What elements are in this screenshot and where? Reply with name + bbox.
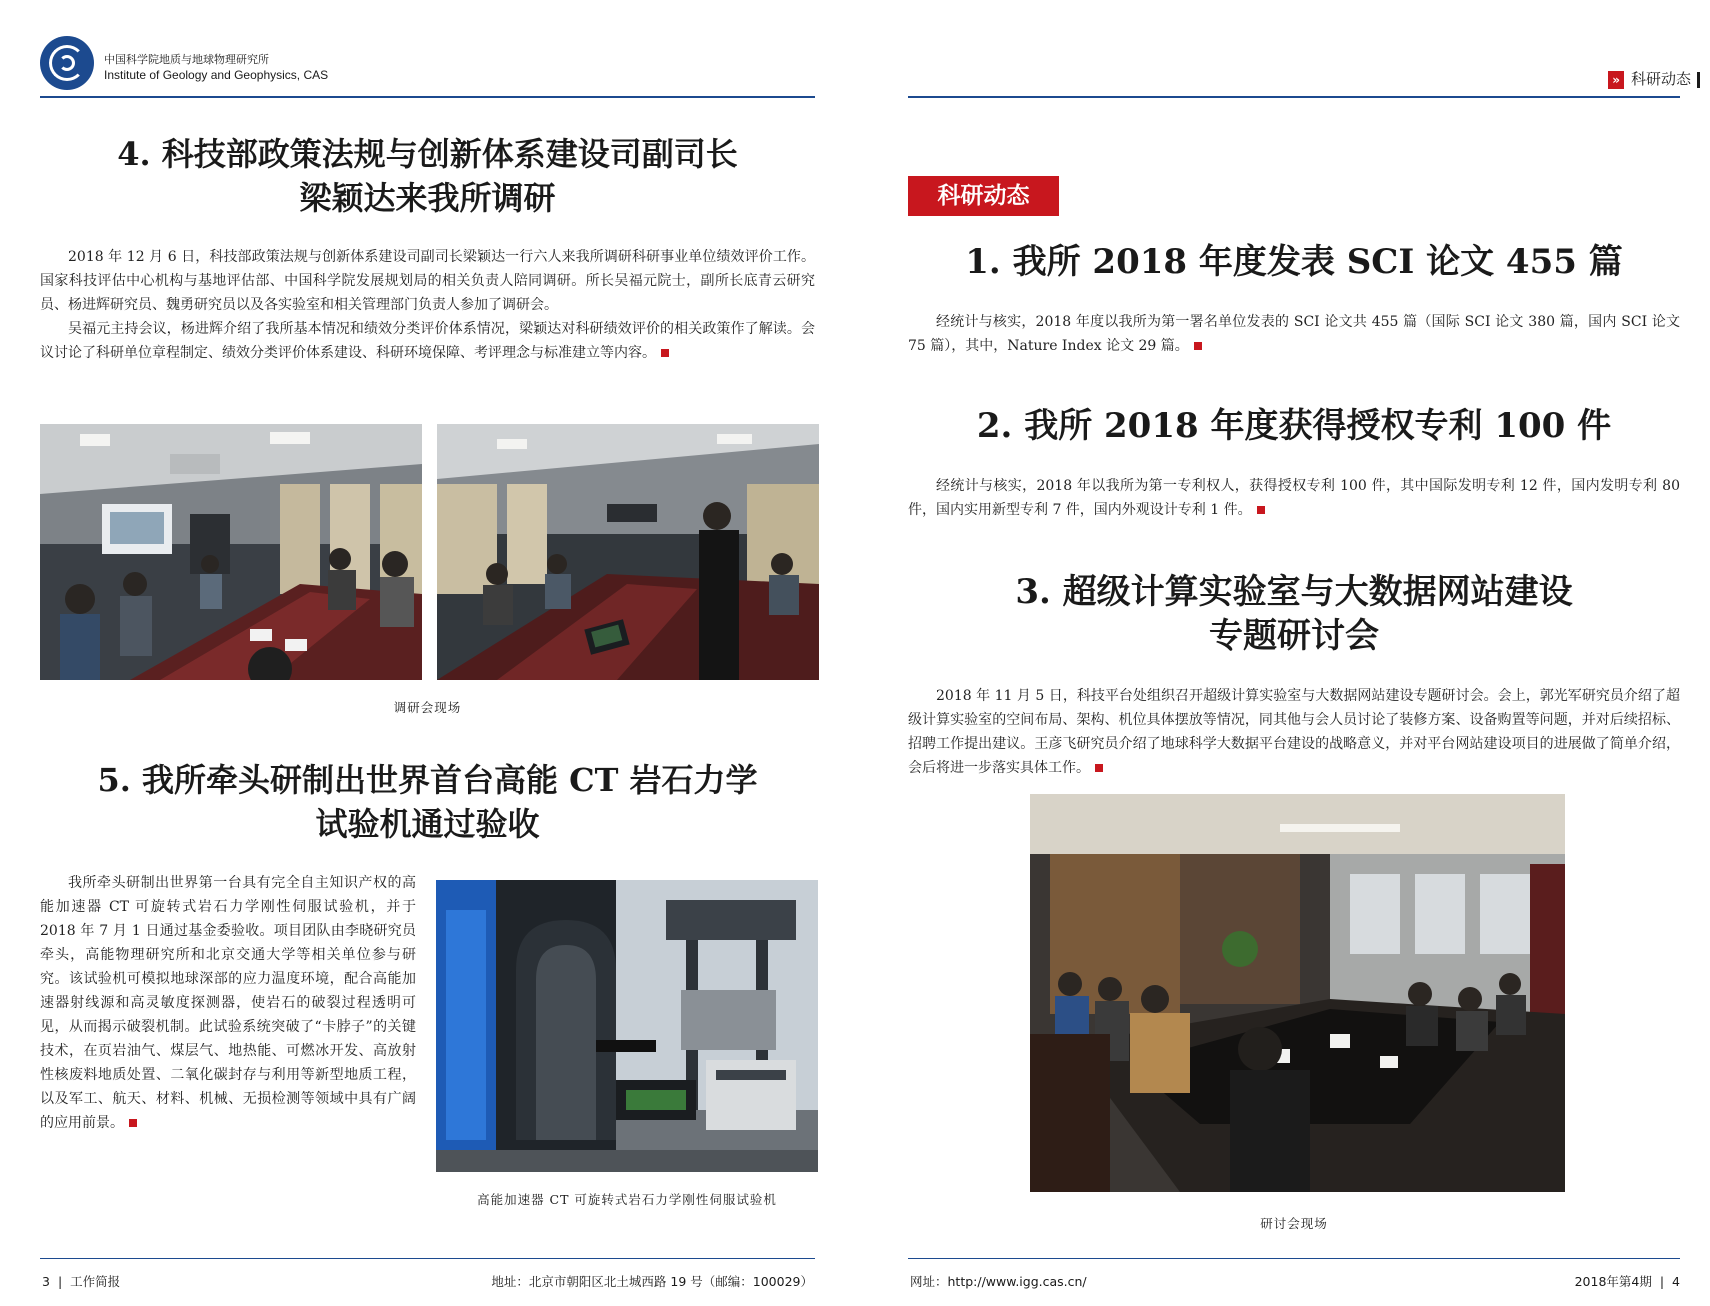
article3-photo-caption: 研讨会现场 <box>1260 1216 1328 1231</box>
institute-name-en: Institute of Geology and Geophysics, CAS <box>104 68 329 82</box>
article3-paragraph: 2018 年 11 月 5 日，科技平台处组织召开超级计算实验室与大数据网站建设专题研讨会。会上，郭光军研究员介绍了超级计算实验室的空间布局、架构、机位具体摆放等情况，同其他与会人员讨论了装修方案、设备购置等问题，并对后续招标、招聘工作提出建议。王彦飞研究员介绍了地球科学大数据平台建设的战略意义，并对平台网站建设项目的进展做了简单介绍，会后将进一步落实具体工作。 <box>908 688 1680 776</box>
article4-title: 4. 科技部政策法规与创新体系建设司副司长 梁颖达来我所调研 <box>117 135 738 217</box>
divider-bar <box>1697 72 1700 88</box>
right-page <box>855 0 1710 1306</box>
article2-paragraph: 经统计与核实，2018 年以我所为第一专利权人，获得授权专利 100 件，其中国际发明专利 12 件，国内发明专利 80 件，国内实用新型专利 7 件，国内外观设计专利 1 件。 <box>908 478 1680 518</box>
seminar-photo <box>1030 794 1565 1192</box>
footer-divider <box>908 1258 1680 1259</box>
article5-photo-caption: 高能加速器 CT 可旋转式岩石力学刚性伺服试验机 <box>477 1192 777 1207</box>
article4-photo-caption: 调研会现场 <box>393 700 462 715</box>
article1-title: 1. 我所 2018 年度发表 SCI 论文 455 篇 <box>965 242 1623 282</box>
page-number: 3 <box>42 1274 50 1289</box>
article1-paragraph: 经统计与核实，2018 年度以我所为第一署名单位发表的 SCI 论文共 455 篇（国际 SCI 论文 380 篇，国内 SCI 论文 75 篇），其中，Nature Index 论文 29 篇。 <box>908 314 1680 354</box>
article5-paragraph: 我所牵头研制出世界第一台具有完全自主知识产权的高能加速器 CT 可旋转式岩石力学刚性伺服试验机，并于 2018 年 7 月 1 日通过基金委验收。项目团队由李晓研究员牵头，高能物理研究所和北京交通大学等相关单位参与研究。该试验机可模拟地球深部的应力温度环境，配合高能加速器射线源和高灵敏度探测器，使岩石的破裂过程透明可见，从而揭示破裂机制。此试验系统突破了“卡脖子”的关键技术，在页岩油气、煤层气、地热能、可燃冰开发、高放射性核废料地质处置、二氧化碳封存与利用等新型地质工程，以及军工、航天、材料、机械、无损检测等领域中具有广阔的应用前景。 <box>40 875 416 1131</box>
article3-title: 3. 超级计算实验室与大数据网站建设 专题研讨会 <box>1015 572 1573 656</box>
footer-website: 网址：http://www.igg.cas.cn/ <box>910 1274 1087 1289</box>
meeting-photo-1 <box>40 424 422 680</box>
article4-body <box>40 245 815 365</box>
footer-divider <box>40 1258 815 1259</box>
article3-body <box>908 684 1680 780</box>
section-tag: » 科研动态 <box>1608 68 1700 89</box>
end-mark-icon <box>1095 764 1103 772</box>
double-chevron-right-icon: » <box>1608 71 1624 89</box>
article5-title: 5. 我所牵头研制出世界首台高能 CT 岩石力学 试验机通过验收 <box>97 761 758 843</box>
end-mark-icon <box>1257 506 1265 514</box>
article1-body <box>908 310 1680 358</box>
article5-body <box>40 871 416 1135</box>
footer-address: 地址：北京市朝阳区北土城西路 19 号（邮编：100029） <box>491 1274 813 1289</box>
meeting-photo-2 <box>437 424 819 680</box>
header-divider <box>908 96 1680 98</box>
end-mark-icon <box>1194 342 1202 350</box>
footer-left: 3 | 工作简报 <box>42 1274 121 1289</box>
page-number: 4 <box>1672 1274 1680 1289</box>
cas-logo-icon <box>40 36 94 90</box>
header-divider <box>40 96 815 98</box>
footer-right: 2018年第4期 | 4 <box>1574 1274 1680 1289</box>
article2-body <box>908 474 1680 522</box>
end-mark-icon <box>661 349 669 357</box>
institute-name-cn: 中国科学院地质与地球物理研究所 <box>104 53 269 66</box>
newsletter-title: 工作简报 <box>70 1274 121 1289</box>
article2-title: 2. 我所 2018 年度获得授权专利 100 件 <box>976 406 1612 446</box>
article4-paragraph: 2018 年 12 月 6 日，科技部政策法规与创新体系建设司副司长梁颖达一行六人来我所调研科研事业单位绩效评价工作。国家科技评估中心机构与基地评估部、中国科学院发展规划局的相关负责人陪同调研。所长吴福元院士，副所长底青云研究员、杨进辉研究员、魏勇研究员以及各实验室和相关管理部门负责人参加了调研会。 <box>40 249 815 313</box>
section-label: 科研动态 <box>908 176 1059 216</box>
end-mark-icon <box>129 1119 137 1127</box>
article4-paragraph: 吴福元主持会议，杨进辉介绍了我所基本情况和绩效分类评价体系情况，梁颖达对科研绩效评价的相关政策作了解读。会议讨论了科研单位章程制定、绩效分类评价体系建设、科研环境保障、考评理念与标准建立等内容。 <box>40 321 815 361</box>
ct-machine-photo <box>436 880 818 1172</box>
issue-label: 2018年第4期 <box>1574 1274 1652 1289</box>
